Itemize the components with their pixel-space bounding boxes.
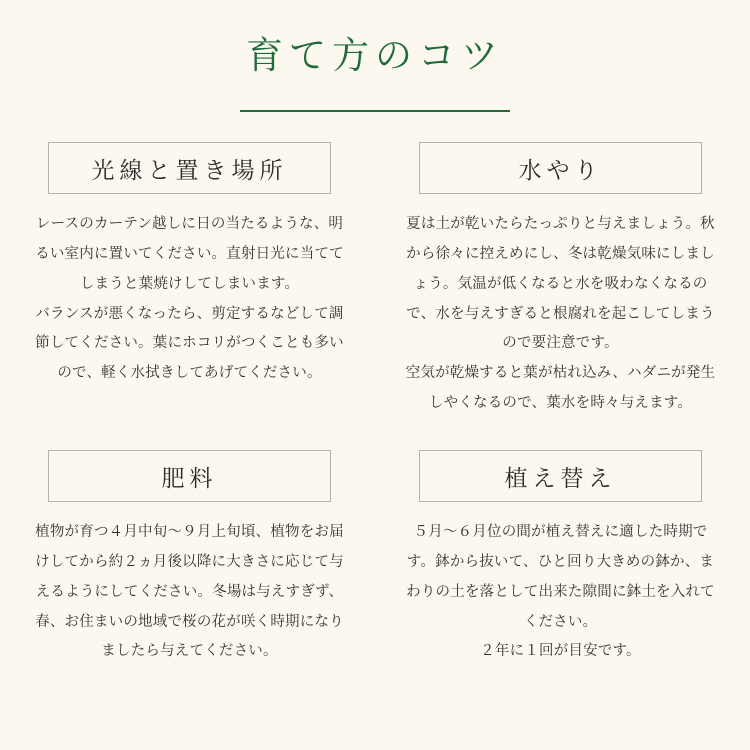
section-body <box>30 518 349 667</box>
section-paragraph: バランスが悪くなったら、剪定するなどして調節してください。葉にホコリがつくことも多いので、軽く水拭きしてあげてください。 <box>35 305 344 381</box>
section-body <box>30 210 349 388</box>
section-light-placement <box>30 142 349 418</box>
section-heading-text: 水やり <box>518 156 603 183</box>
section-paragraph: 植物が育つ４月中旬〜９月上旬頃、植物をお届けしてから約２ヵ月後以降に大きさに応じて与えるようにしてください。冬場は与えすぎず、春、お住まいの地域で桜の花が咲く時期になりましたら与えてください。 <box>35 524 344 660</box>
section-heading-text: 光線と置き場所 <box>91 156 288 183</box>
section-body <box>401 210 720 418</box>
section-heading-box <box>419 142 702 194</box>
section-paragraph: 夏は土が乾いたらたっぷりと与えましょう。秋から徐々に控えめにし、冬は乾燥気味にしましょう。気温が低くなると水を吸わなくなるので、水を与えすぎると根腐れを起こしてしまうので要注意です。 <box>406 216 715 352</box>
section-paragraph: 空気が乾燥すると葉が枯れ込み、ハダニが発生しやくなるので、葉水を時々与えます。 <box>405 364 716 411</box>
section-heading-text: 植え替え <box>504 464 617 491</box>
page-title: 育て方のコツ <box>246 35 504 76</box>
section-fertilizer <box>30 450 349 667</box>
section-heading-box <box>419 450 702 502</box>
section-heading-box <box>48 142 331 194</box>
section-body <box>401 518 720 667</box>
section-paragraph: ２年に１回が目安です。 <box>480 643 641 660</box>
section-heading-text: 肥料 <box>161 464 218 491</box>
section-paragraph: レースのカーテン越しに日の当たるような、明るい室内に置いてください。直射日光に当ててしまうと葉焼けしてしまいます。 <box>35 216 344 292</box>
section-watering <box>401 142 720 418</box>
section-heading-box <box>48 450 331 502</box>
title-divider <box>240 110 510 112</box>
section-paragraph: ５月〜６月位の間が植え替えに適した時期です。鉢から抜いて、ひと回り大きめの鉢か、まわりの土を落として出来た隙間に鉢土を入れてください。 <box>406 524 715 630</box>
section-repotting <box>401 450 720 667</box>
sections-grid <box>30 142 720 667</box>
